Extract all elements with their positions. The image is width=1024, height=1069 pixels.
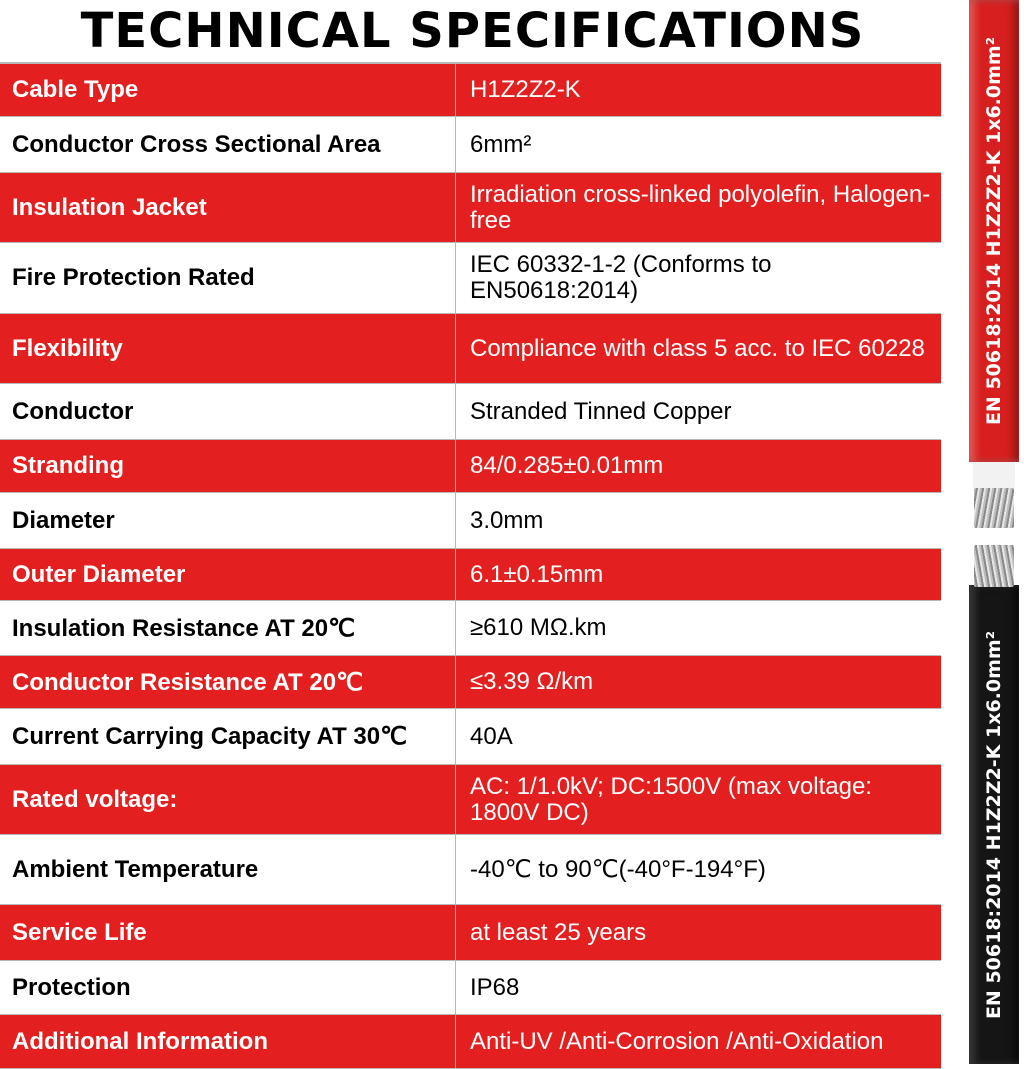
- black-cable: [969, 585, 1019, 1064]
- row-value: 6.1±0.15mm: [470, 560, 604, 588]
- row-label: Cable Type: [0, 64, 456, 116]
- table-row: [0, 493, 941, 549]
- table-row: [0, 384, 941, 440]
- red-cable: [969, 0, 1019, 462]
- row-value: AC: 1/1.0kV; DC:1500V (max voltage: 1800V DC): [470, 772, 872, 826]
- row-value: ≥610 MΩ.km: [470, 614, 607, 641]
- copper-strands: [974, 488, 1014, 528]
- row-label: Ambient Temperature: [0, 835, 456, 904]
- row-value: -40℃ to 90℃(-40°F-194°F): [470, 855, 766, 883]
- row-value: at least 25 years: [470, 918, 647, 946]
- row-value: Irradiation cross-linked polyolefin, Halogen-free: [470, 180, 931, 234]
- row-label: Service Life: [0, 905, 456, 960]
- row-value: Compliance with class 5 acc. to IEC 60228: [470, 335, 925, 362]
- row-value: H1Z2Z2-K: [470, 76, 581, 103]
- table-row: [0, 440, 941, 493]
- row-value: IEC 60332-1-2 (Conforms to EN50618:2014): [470, 251, 772, 304]
- red-cable-print: EN 50618:2014 H1Z2Z2-K 1x6.0mm²: [983, 36, 1005, 426]
- table-row: [0, 765, 941, 835]
- copper-strands: [974, 545, 1014, 587]
- row-label: Additional Information: [0, 1015, 456, 1068]
- table-row: [0, 601, 941, 656]
- row-value: ≤3.39 Ω/km: [470, 668, 594, 695]
- row-label: Current Carrying Capacity AT 30℃: [0, 709, 456, 764]
- row-value: IP68: [470, 973, 520, 1001]
- row-label: Insulation Resistance AT 20℃: [0, 601, 456, 655]
- row-label: Outer Diameter: [0, 549, 456, 600]
- row-value: 6mm²: [470, 130, 532, 158]
- row-label: Fire Protection Rated: [0, 243, 456, 313]
- row-value: 3.0mm: [470, 506, 544, 534]
- row-label: Conductor: [0, 384, 456, 439]
- table-row: [0, 64, 941, 117]
- table-row: [0, 1015, 941, 1069]
- spec-table: [0, 62, 941, 1069]
- black-cable-print: EN 50618:2014 H1Z2Z2-K 1x6.0mm²: [983, 630, 1005, 1019]
- row-label: Diameter: [0, 493, 456, 548]
- row-value: Stranded Tinned Copper: [470, 397, 732, 425]
- row-label: Protection: [0, 961, 456, 1014]
- table-row: [0, 905, 941, 961]
- table-row: [0, 835, 941, 905]
- row-label: Insulation Jacket: [0, 173, 456, 242]
- row-label: Conductor Resistance AT 20℃: [0, 656, 456, 708]
- red-cable-end: [973, 462, 1015, 490]
- table-row: [0, 243, 941, 314]
- row-value: 40A: [470, 722, 513, 750]
- table-row: [0, 709, 941, 765]
- table-row: [0, 961, 941, 1015]
- row-value: Anti-UV /Anti-Corrosion /Anti-Oxidation: [470, 1027, 884, 1055]
- table-row: [0, 549, 941, 601]
- row-label: Conductor Cross Sectional Area: [0, 117, 456, 172]
- page-title: TECHNICAL SPECIFICATIONS: [80, 3, 865, 59]
- row-label: Flexibility: [0, 314, 456, 383]
- row-label: Rated voltage:: [0, 765, 456, 834]
- row-label: Stranding: [0, 440, 456, 492]
- table-row: [0, 314, 941, 384]
- table-row: [0, 117, 941, 173]
- table-row: [0, 173, 941, 243]
- row-value: 84/0.285±0.01mm: [470, 452, 664, 479]
- table-row: [0, 656, 941, 709]
